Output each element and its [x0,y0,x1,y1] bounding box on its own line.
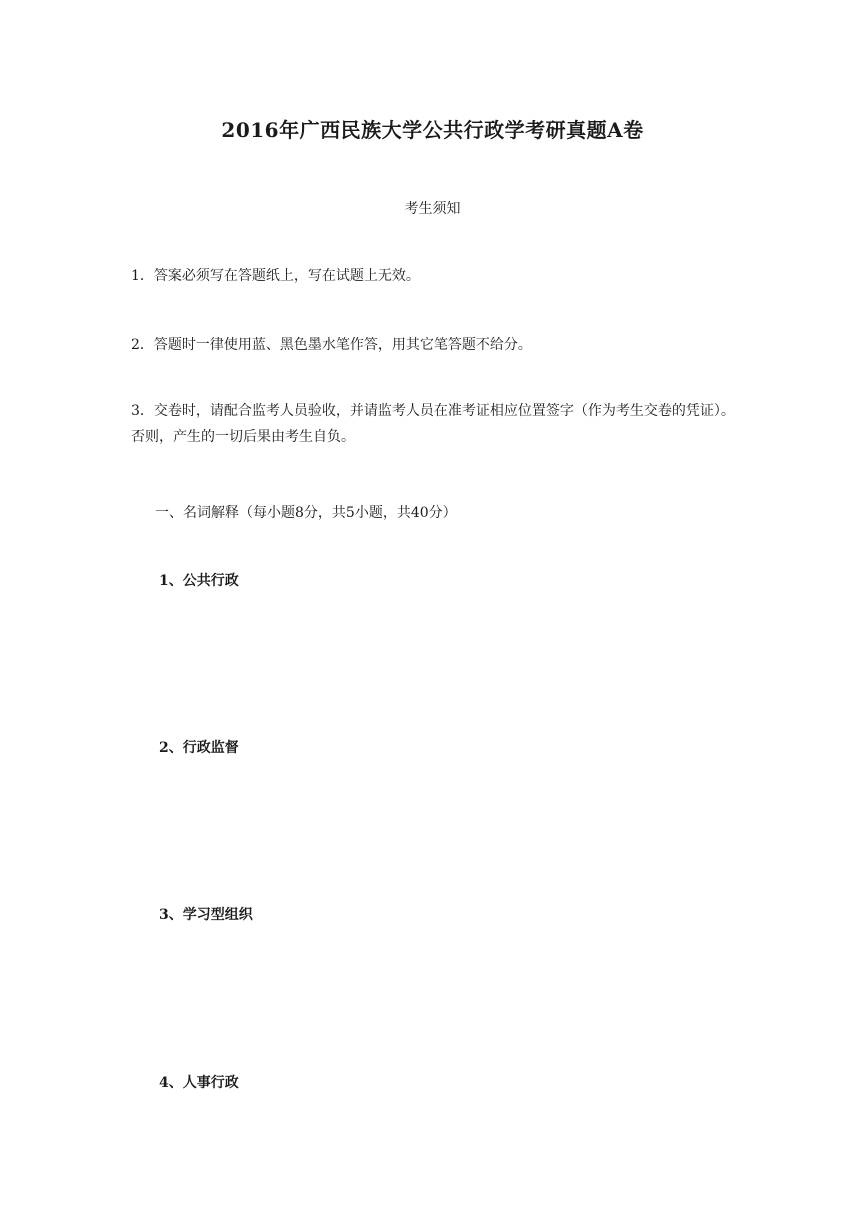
rule-item: 1．答案必须写在答题纸上，写在试题上无效。 [131,268,420,284]
page-title: 2016年广西民族大学公共行政学考研真题A卷 [221,118,644,142]
rule-item: 3．交卷时，请配合监考人员验收，并请监考人员在准考证相应位置签字（作为考生交卷的凭证）。否则，产生的一切后果由考生自负。 [131,403,735,445]
section-heading: 一、名词解释（每小题8分，共5小题，共40分） [155,505,457,521]
notice-heading: 考生须知 [404,201,461,217]
rule-item: 2．答题时一律使用蓝、黑色墨水笔作答，用其它笔答题不给分。 [131,337,532,353]
question-item: 2、行政监督 [159,740,239,756]
question-item: 4、人事行政 [159,1075,239,1091]
question-item: 1、公共行政 [159,573,239,589]
question-item: 3、学习型组织 [159,907,253,923]
